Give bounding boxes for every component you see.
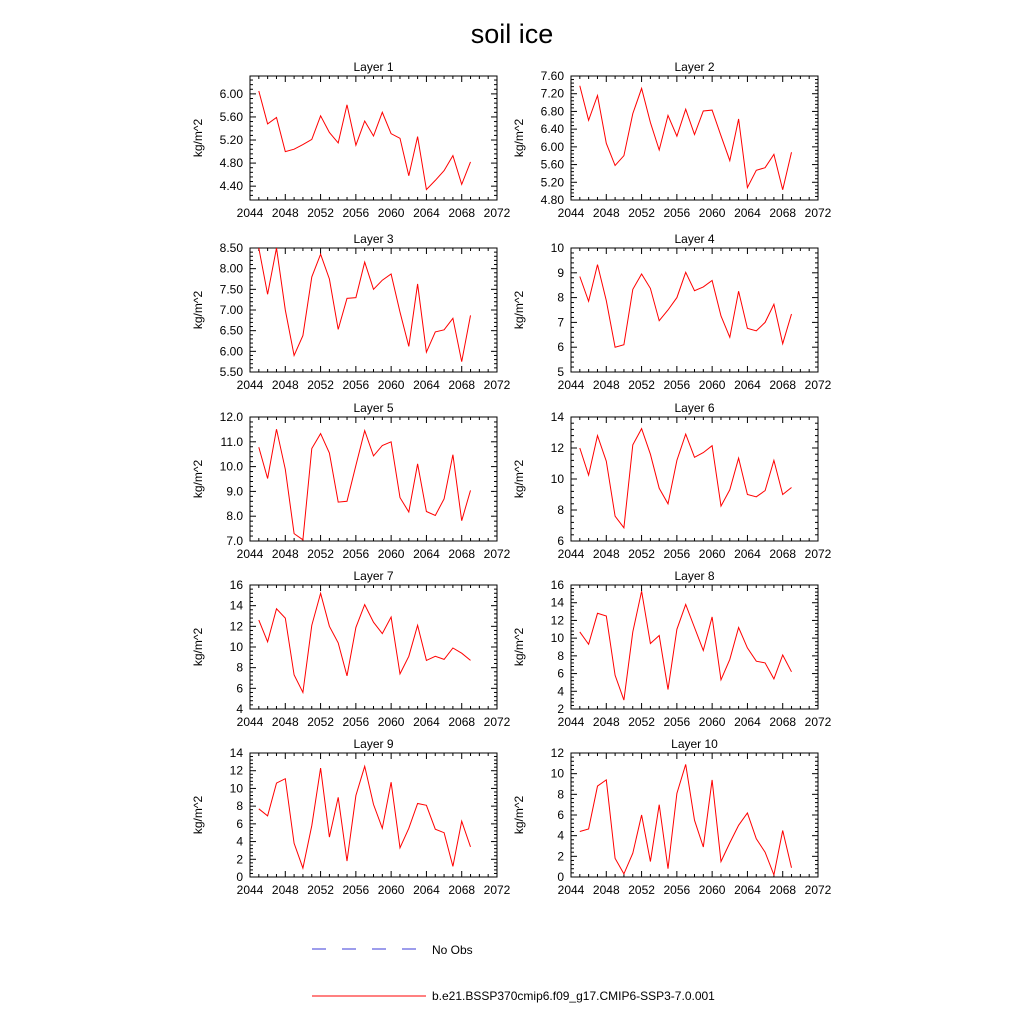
x-tick-label: 2048: [592, 715, 620, 729]
x-tick-label: 2068: [769, 206, 797, 220]
series-line-layer-1: [259, 91, 471, 190]
y-tick-label: 6: [557, 666, 564, 681]
panel-layer-5: [191, 401, 511, 561]
panel-layer-10: [512, 737, 832, 897]
y-tick-label: 9: [557, 265, 564, 280]
x-tick-label: 2056: [663, 206, 691, 220]
y-tick-label: 4: [236, 702, 243, 716]
series-line-layer-2: [580, 86, 792, 190]
y-axis-label-layer-9: kg/m^2: [191, 795, 205, 835]
y-tick-label: 10: [229, 781, 243, 796]
x-tick-label: 2052: [307, 206, 334, 220]
x-tick-label: 2044: [557, 378, 585, 392]
x-tick-label: 2060: [698, 715, 726, 729]
x-tick-label: 2048: [271, 547, 299, 561]
series-line-layer-10: [580, 764, 792, 875]
x-tick-label: 2060: [698, 206, 726, 220]
x-tick-label: 2060: [698, 547, 726, 561]
series-line-layer-7: [259, 593, 471, 692]
y-tick-label: 8.0: [226, 509, 243, 524]
x-tick-label: 2056: [663, 883, 691, 897]
x-tick-label: 2044: [236, 547, 264, 561]
x-tick-label: 2068: [769, 883, 797, 897]
x-tick-label: 2052: [628, 206, 655, 220]
panel-layer-2: [512, 60, 832, 220]
x-tick-label: 2056: [663, 547, 691, 561]
series-line-layer-6: [580, 429, 792, 528]
x-tick-label: 2056: [342, 547, 370, 561]
x-tick-label: 2060: [377, 715, 405, 729]
y-tick-label: 4.80: [540, 193, 564, 207]
x-tick-label: 2048: [592, 206, 620, 220]
x-tick-label: 2064: [734, 883, 761, 897]
x-tick-label: 2072: [483, 883, 511, 897]
x-tick-label: 2044: [557, 206, 585, 220]
x-tick-label: 2068: [769, 715, 797, 729]
y-tick-label: 12.0: [219, 410, 243, 424]
y-tick-label: 6.00: [540, 139, 564, 154]
y-tick-label: 7.0: [226, 534, 243, 548]
x-tick-label: 2064: [734, 206, 761, 220]
y-tick-label: 4: [557, 684, 564, 699]
x-tick-label: 2052: [628, 547, 655, 561]
panel-title-layer-8: Layer 8: [674, 569, 715, 583]
x-tick-label: 2052: [628, 715, 655, 729]
series-line-layer-8: [580, 591, 792, 700]
legend-label-model: b.e21.BSSP370cmip6.f09_g17.CMIP6-SSP3-7.0.001: [432, 989, 715, 1003]
x-tick-label: 2044: [557, 883, 585, 897]
series-line-layer-4: [580, 265, 792, 348]
x-tick-label: 2060: [377, 206, 405, 220]
y-tick-label: 14: [550, 595, 564, 610]
x-tick-label: 2064: [734, 715, 761, 729]
y-tick-label: 6: [236, 816, 243, 831]
x-tick-label: 2056: [342, 206, 370, 220]
y-tick-label: 2: [236, 852, 243, 867]
y-axis-label-layer-4: kg/m^2: [512, 290, 526, 330]
panels-container: [191, 60, 832, 897]
y-tick-label: 16: [550, 578, 564, 592]
panel-title-layer-3: Layer 3: [353, 232, 394, 246]
x-tick-label: 2052: [307, 883, 334, 897]
x-tick-label: 2068: [448, 378, 476, 392]
y-tick-label: 4.80: [219, 156, 243, 171]
x-tick-label: 2048: [271, 715, 299, 729]
y-tick-label: 6: [236, 681, 243, 696]
x-tick-label: 2068: [448, 715, 476, 729]
x-tick-label: 2064: [734, 547, 761, 561]
plot-frame-layer-1: [250, 76, 497, 200]
y-tick-label: 6.50: [219, 323, 243, 338]
x-tick-label: 2052: [307, 715, 334, 729]
y-tick-label: 6: [557, 808, 564, 822]
y-tick-label: 8: [236, 660, 243, 675]
y-tick-label: 10: [550, 766, 564, 781]
x-tick-label: 2052: [628, 378, 655, 392]
legend: [312, 943, 715, 1003]
x-tick-label: 2064: [413, 715, 440, 729]
x-tick-label: 2060: [377, 547, 405, 561]
x-tick-label: 2064: [413, 547, 440, 561]
y-axis-label-layer-7: kg/m^2: [191, 627, 205, 667]
x-tick-label: 2068: [448, 206, 476, 220]
y-tick-label: 12: [229, 619, 243, 634]
x-tick-label: 2056: [342, 883, 370, 897]
x-tick-label: 2072: [804, 547, 832, 561]
panel-layer-6: [512, 401, 832, 561]
x-tick-label: 2048: [592, 547, 620, 561]
y-tick-label: 8: [557, 503, 564, 517]
x-tick-label: 2072: [804, 883, 832, 897]
y-tick-label: 6.40: [540, 122, 564, 137]
y-tick-label: 8.50: [219, 241, 243, 255]
y-tick-label: 6.00: [219, 86, 243, 101]
panel-title-layer-5: Layer 5: [353, 401, 394, 415]
y-tick-label: 12: [550, 746, 564, 760]
x-tick-label: 2056: [663, 715, 691, 729]
panel-layer-3: [191, 232, 511, 392]
x-tick-label: 2072: [804, 206, 832, 220]
x-tick-label: 2068: [448, 547, 476, 561]
y-tick-label: 4: [236, 834, 243, 849]
x-tick-label: 2044: [236, 883, 264, 897]
panel-title-layer-1: Layer 1: [353, 60, 394, 74]
y-tick-label: 4: [557, 828, 564, 843]
y-axis-label-layer-8: kg/m^2: [512, 627, 526, 667]
x-tick-label: 2060: [698, 883, 726, 897]
y-tick-label: 5.60: [540, 157, 564, 172]
x-tick-label: 2072: [483, 715, 511, 729]
y-tick-label: 16: [229, 578, 243, 592]
x-tick-label: 2060: [698, 378, 726, 392]
x-tick-label: 2064: [734, 378, 761, 392]
y-tick-label: 10.0: [219, 459, 243, 474]
panel-layer-8: [512, 569, 832, 729]
y-tick-label: 6: [557, 340, 564, 355]
y-tick-label: 4.40: [219, 179, 243, 194]
y-tick-label: 8: [236, 799, 243, 814]
y-tick-label: 8.00: [219, 261, 243, 276]
y-tick-label: 7.50: [219, 282, 243, 297]
y-axis-label-layer-2: kg/m^2: [512, 118, 526, 158]
plot-frame-layer-6: [571, 417, 818, 541]
panel-title-layer-10: Layer 10: [671, 737, 718, 751]
y-tick-label: 7.20: [540, 86, 564, 101]
x-tick-label: 2044: [236, 378, 264, 392]
y-tick-label: 8: [557, 648, 564, 663]
y-axis-label-layer-6: kg/m^2: [512, 459, 526, 499]
y-tick-label: 8: [557, 290, 564, 305]
x-tick-label: 2048: [592, 378, 620, 392]
plot-frame-layer-9: [250, 753, 497, 877]
x-tick-label: 2060: [377, 378, 405, 392]
panel-layer-1: [191, 60, 511, 220]
y-tick-label: 12: [550, 613, 564, 628]
y-tick-label: 2: [557, 849, 564, 864]
y-tick-label: 0: [557, 870, 564, 884]
x-tick-label: 2048: [271, 378, 299, 392]
y-tick-label: 5: [557, 365, 564, 379]
y-tick-label: 5.20: [540, 175, 564, 190]
x-tick-label: 2048: [271, 883, 299, 897]
x-tick-label: 2072: [804, 715, 832, 729]
x-tick-label: 2044: [557, 715, 585, 729]
panel-title-layer-6: Layer 6: [674, 401, 715, 415]
plot-frame-layer-7: [250, 585, 497, 709]
x-tick-label: 2072: [483, 206, 511, 220]
y-tick-label: 6.00: [219, 344, 243, 359]
x-tick-label: 2064: [413, 378, 440, 392]
x-tick-label: 2072: [483, 547, 511, 561]
y-tick-label: 14: [229, 746, 243, 760]
y-tick-label: 10: [550, 241, 564, 255]
x-tick-label: 2048: [592, 883, 620, 897]
legend-label-no-obs: No Obs: [432, 943, 473, 957]
x-tick-label: 2044: [236, 715, 264, 729]
y-tick-label: 8: [557, 787, 564, 802]
y-tick-label: 5.50: [219, 365, 243, 379]
panel-title-layer-4: Layer 4: [674, 232, 715, 246]
y-tick-label: 2: [557, 702, 564, 716]
y-axis-label-layer-5: kg/m^2: [191, 459, 205, 499]
x-tick-label: 2052: [307, 378, 334, 392]
y-tick-label: 10: [550, 472, 564, 486]
y-tick-label: 12: [550, 441, 564, 455]
series-line-layer-9: [259, 766, 471, 868]
y-tick-label: 5.20: [219, 133, 243, 148]
y-tick-label: 0: [236, 870, 243, 884]
x-tick-label: 2068: [448, 883, 476, 897]
x-tick-label: 2068: [769, 378, 797, 392]
y-tick-label: 7.60: [540, 69, 564, 83]
panel-title-layer-9: Layer 9: [353, 737, 394, 751]
plot-frame-layer-8: [571, 585, 818, 709]
x-tick-label: 2056: [663, 378, 691, 392]
y-tick-label: 11.0: [220, 434, 243, 449]
x-tick-label: 2072: [804, 378, 832, 392]
panel-layer-4: [512, 232, 832, 392]
x-tick-label: 2056: [342, 715, 370, 729]
panel-layer-7: [191, 569, 511, 729]
x-tick-label: 2048: [271, 206, 299, 220]
y-tick-label: 7.00: [219, 303, 243, 317]
x-tick-label: 2052: [628, 883, 655, 897]
y-tick-label: 6: [557, 534, 564, 548]
y-tick-label: 12: [229, 763, 243, 778]
panel-title-layer-7: Layer 7: [353, 569, 394, 583]
x-tick-label: 2068: [769, 547, 797, 561]
y-tick-label: 14: [229, 598, 243, 613]
y-tick-label: 6.80: [540, 104, 564, 119]
y-axis-label-layer-1: kg/m^2: [191, 118, 205, 158]
x-tick-label: 2060: [377, 883, 405, 897]
x-tick-label: 2064: [413, 206, 440, 220]
x-tick-label: 2044: [557, 547, 585, 561]
y-tick-label: 5.60: [219, 109, 243, 124]
y-tick-label: 10: [229, 640, 243, 654]
plot-frame-layer-10: [571, 753, 818, 877]
series-line-layer-5: [259, 429, 471, 540]
x-tick-label: 2056: [342, 378, 370, 392]
x-tick-label: 2072: [483, 378, 511, 392]
y-tick-label: 9.0: [226, 484, 243, 499]
y-tick-label: 7: [557, 315, 564, 330]
y-tick-label: 14: [550, 410, 564, 424]
x-tick-label: 2052: [307, 547, 334, 561]
y-axis-label-layer-3: kg/m^2: [191, 290, 205, 330]
panel-title-layer-2: Layer 2: [674, 60, 715, 74]
x-tick-label: 2044: [236, 206, 264, 220]
x-tick-label: 2064: [413, 883, 440, 897]
panel-layer-9: [191, 737, 511, 897]
figure-title: soil ice: [470, 19, 554, 49]
y-axis-label-layer-10: kg/m^2: [512, 795, 526, 835]
series-line-layer-3: [259, 248, 471, 362]
y-tick-label: 10: [550, 631, 564, 646]
